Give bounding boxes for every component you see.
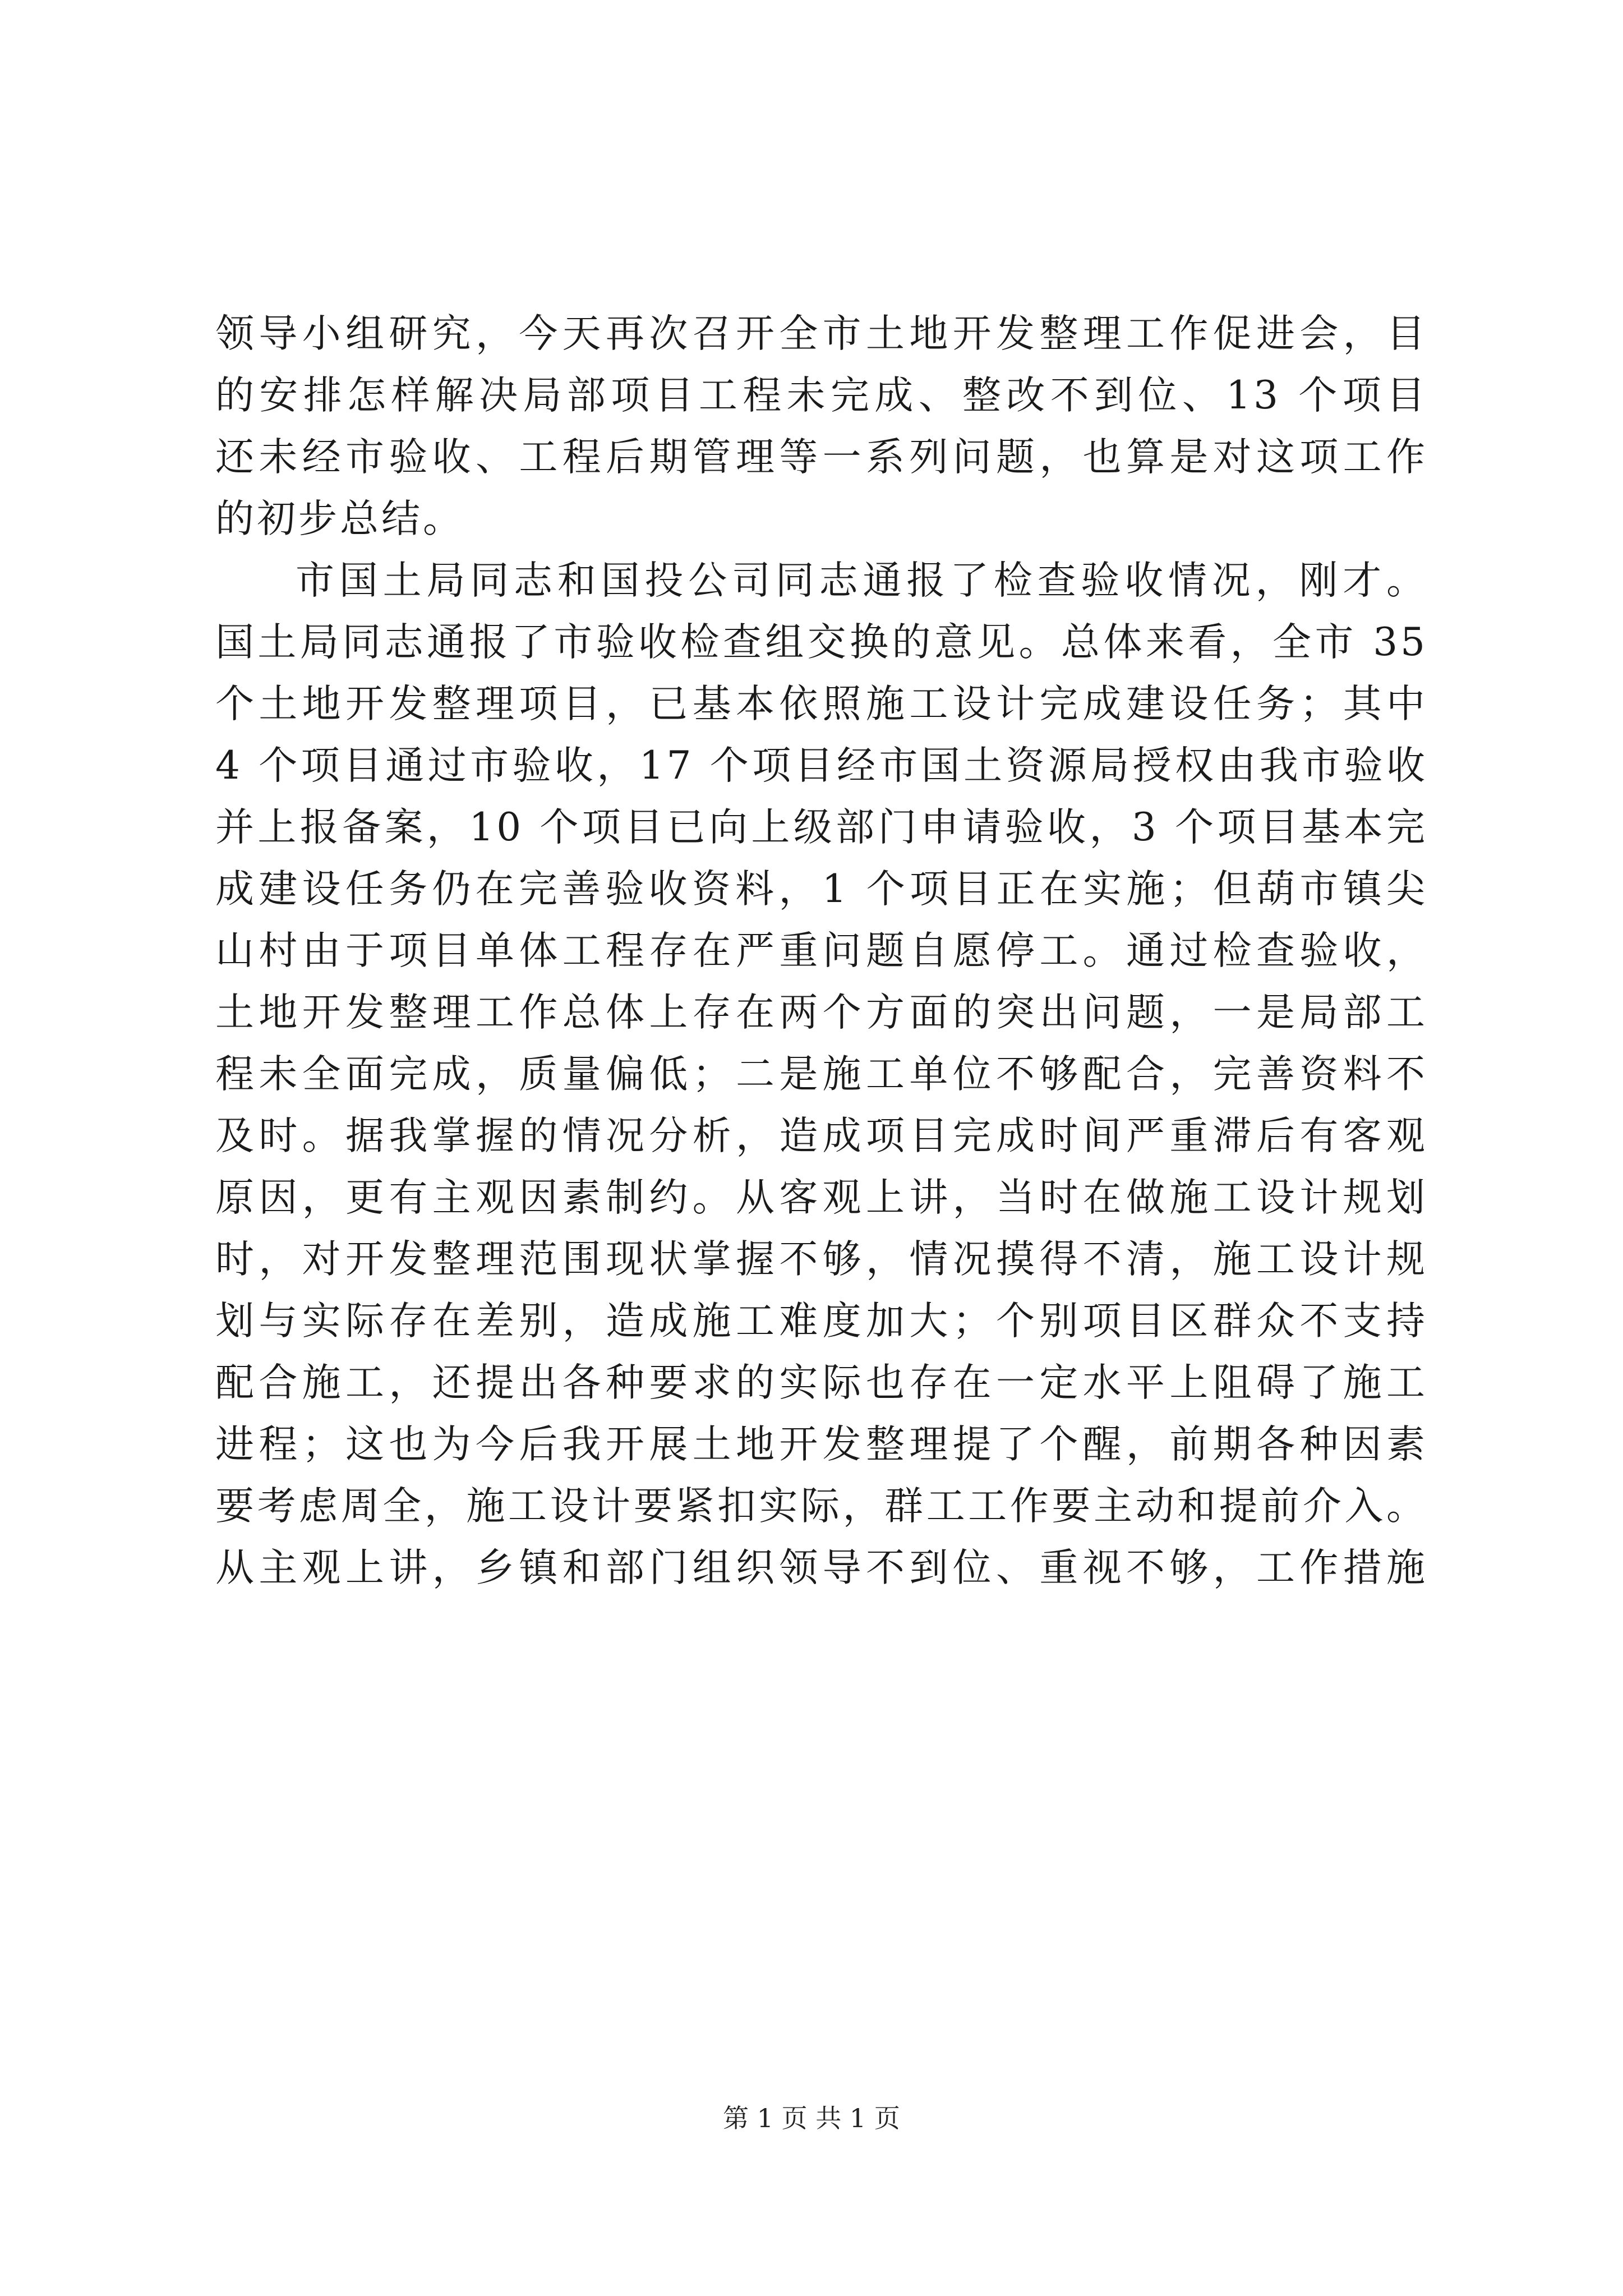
text-line: 山村由于项目单体工程存在严重问题自愿停工。通过检查验收， bbox=[215, 928, 1428, 973]
text-line: 配合施工，还提出各种要求的实际也存在一定水平上阻碍了施工 bbox=[215, 1360, 1428, 1405]
text-line: 领导小组研究，今天再次召开全市土地开发整理工作促进会，目 bbox=[215, 311, 1428, 356]
text-line: 的安排怎样解决局部项目工程未完成、整改不到位、13 个项目 bbox=[215, 373, 1428, 418]
text-line: 成建设任务仍在完善验收资料，1 个项目正在实施；但葫市镇尖 bbox=[215, 867, 1428, 912]
text-line: 划与实际存在差别，造成施工难度加大；个别项目区群众不支持 bbox=[215, 1299, 1428, 1343]
paragraph-first-line: 市国土局同志和国投公司同志通报了检查验收情况，刚才。 bbox=[296, 558, 1428, 603]
text-line: 国土局同志通报了市验收检查组交换的意见。总体来看，全市 35 bbox=[215, 620, 1428, 665]
text-line: 时，对开发整理范围现状掌握不够，情况摸得不清，施工设计规 bbox=[215, 1237, 1428, 1282]
text-line: 还未经市验收、工程后期管理等一系列问题，也算是对这项工作 bbox=[215, 435, 1428, 480]
text-line: 的初步总结。 bbox=[215, 496, 464, 541]
text-line: 程未全面完成，质量偏低；二是施工单位不够配合，完善资料不 bbox=[215, 1052, 1428, 1097]
text-line: 个土地开发整理项目，已基本依照施工设计完成建设任务；其中 bbox=[215, 682, 1428, 726]
text-line: 及时。据我掌握的情况分析，造成项目完成时间严重滞后有客观 bbox=[215, 1114, 1428, 1158]
text-line: 要考虑周全，施工设计要紧扣实际，群工工作要主动和提前介入。 bbox=[215, 1484, 1428, 1529]
text-line: 4 个项目通过市验收，17 个项目经市国土资源局授权由我市验收 bbox=[215, 743, 1428, 788]
text-line: 原因，更有主观因素制约。从客观上讲，当时在做施工设计规划 bbox=[215, 1175, 1428, 1220]
text-line: 从主观上讲，乡镇和部门组织领导不到位、重视不够，工作措施 bbox=[215, 1545, 1428, 1590]
text-line: 进程；这也为今后我开展土地开发整理提了个醒，前期各种因素 bbox=[215, 1422, 1428, 1467]
text-line: 土地开发整理工作总体上存在两个方面的突出问题，一是局部工 bbox=[215, 990, 1428, 1035]
text-line: 并上报备案，10 个项目已向上级部门申请验收，3 个项目基本完 bbox=[215, 805, 1428, 850]
page-number-footer: 第 1 页 共 1 页 bbox=[723, 2103, 900, 2133]
